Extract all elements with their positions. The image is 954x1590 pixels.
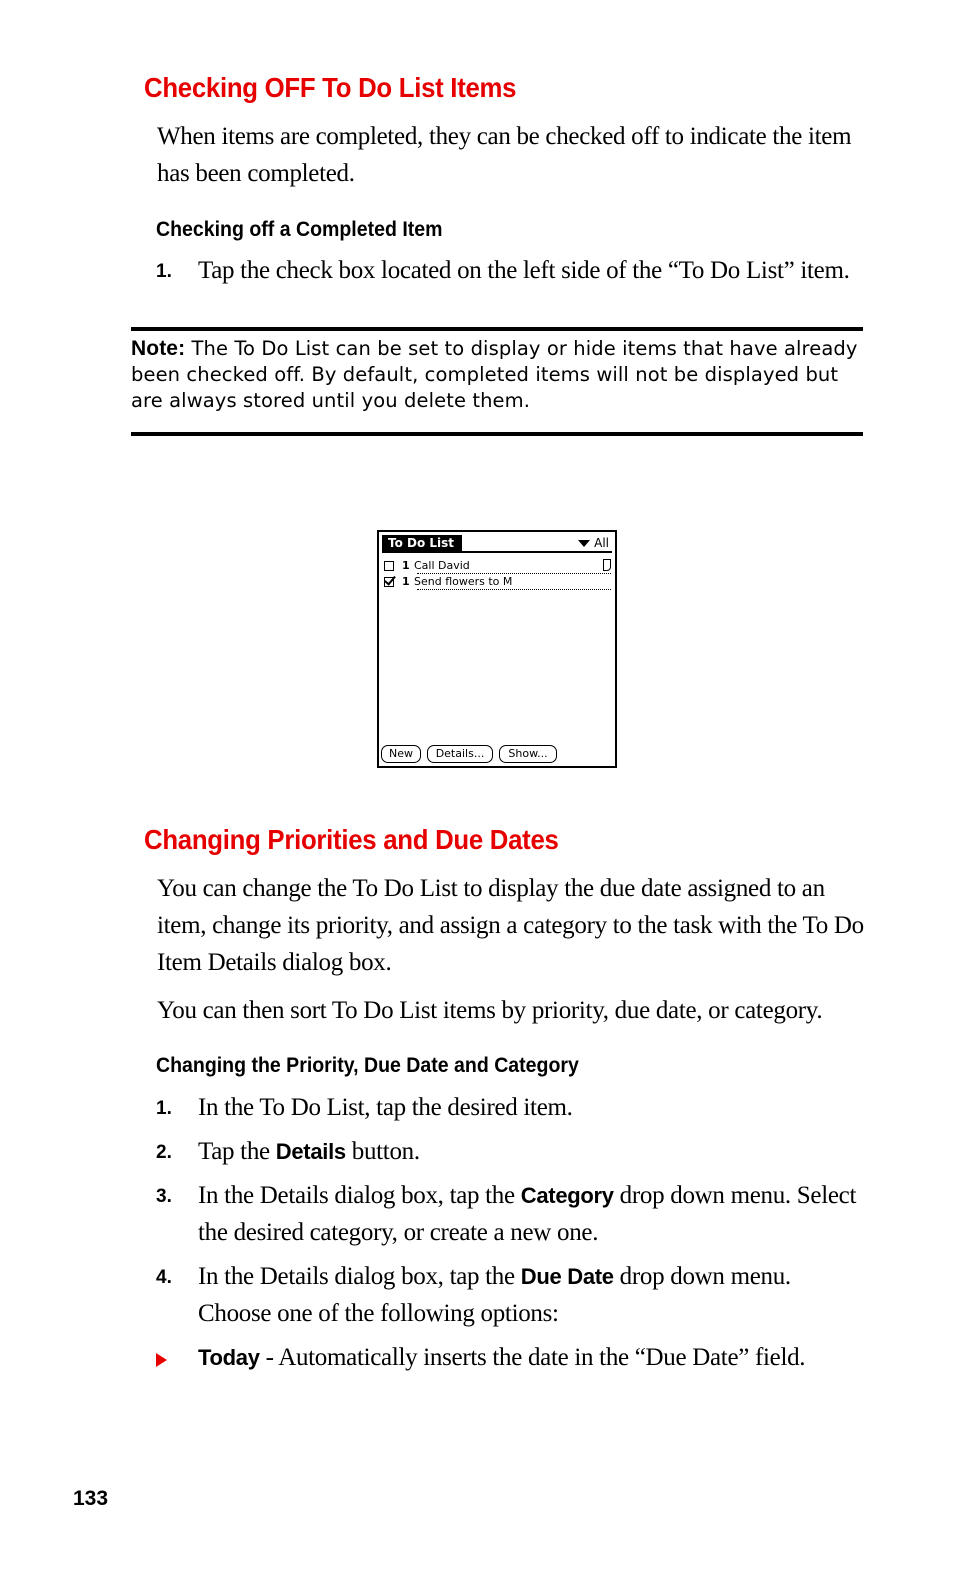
step-text: In the To Do List, tap the desired item. (198, 1094, 573, 1121)
bullet-item-today (198, 1339, 805, 1376)
step-text-part: In the Details dialog box, tap the (198, 1182, 521, 1209)
section2-paragraph (157, 870, 897, 981)
step-text-part: drop down menu. Select (613, 1182, 857, 1209)
step-line: Choose one of the following options: (198, 1300, 559, 1327)
note-bottom-rule (131, 432, 863, 436)
step-number: 2. (156, 1142, 172, 1163)
section2-sort-paragraph: You can then sort To Do List items by priority, due date, or category. (157, 997, 823, 1024)
step-number: 3. (156, 1186, 172, 1207)
palm-todo-item[interactable] (384, 558, 612, 574)
dropdown-triangle-icon (578, 540, 590, 547)
due-date-keyword: Due Date (520, 1264, 614, 1289)
note-label: Note: (131, 337, 186, 360)
palm-item-description: Call David (414, 559, 470, 572)
step-text (198, 1258, 791, 1332)
intro-line: has been completed. (157, 160, 355, 187)
step-number: 1. (156, 1098, 172, 1119)
palm-title-bar (382, 551, 612, 553)
note-box (131, 336, 871, 414)
note-top-rule (131, 327, 863, 331)
palm-show-button[interactable]: Show... (499, 745, 557, 763)
step-text-part: button. (345, 1138, 420, 1165)
step-line (198, 1258, 791, 1295)
note-icon[interactable] (603, 559, 611, 571)
palm-category-picker[interactable] (578, 535, 609, 551)
checkbox-icon[interactable] (384, 561, 394, 571)
paragraph-line: Item Details dialog box. (157, 949, 392, 976)
category-keyword: Category (520, 1183, 614, 1208)
today-keyword: Today (198, 1345, 260, 1370)
note-line: been checked off. By default, completed items will not be displayed but (131, 363, 839, 386)
section-heading-checking-off: Checking OFF To Do List Items (144, 72, 517, 103)
palm-item-priority: 1 (402, 575, 410, 588)
step-line (198, 1177, 856, 1214)
step-text (198, 1133, 420, 1170)
palm-new-button[interactable]: New (381, 745, 421, 763)
palm-item-description: Send flowers to M (414, 575, 513, 588)
section1-intro (157, 118, 877, 192)
step-number: 1. (156, 261, 172, 282)
palm-details-button[interactable]: Details... (427, 745, 493, 763)
palm-title: To Do List (382, 535, 462, 552)
palm-category-label: All (594, 536, 609, 550)
bullet-text: - Automatically inserts the date in the “Due Date” field. (259, 1344, 806, 1371)
dotted-separator (417, 589, 611, 590)
subheading-changing-priority: Changing the Priority, Due Date and Category (156, 1054, 579, 1077)
step-line: the desired category, or create a new one. (198, 1219, 599, 1246)
palm-item-priority: 1 (402, 559, 410, 572)
palm-todo-item[interactable] (384, 574, 612, 590)
details-keyword: Details (275, 1139, 346, 1164)
paragraph-line: item, change its priority, and assign a category to the task with the To Do (157, 912, 864, 939)
step-text-part: Tap the (198, 1138, 276, 1165)
page-number: 133 (73, 1487, 109, 1510)
step-text (198, 1177, 856, 1251)
step-text-part: In the Details dialog box, tap the (198, 1263, 521, 1290)
intro-line: When items are completed, they can be checked off to indicate the item (157, 123, 852, 150)
step-text: Tap the check box located on the left side of the “To Do List” item. (198, 257, 850, 284)
step-number: 4. (156, 1267, 172, 1288)
section-heading-changing-priorities: Changing Priorities and Due Dates (144, 824, 559, 855)
checked-checkbox-icon[interactable] (384, 577, 394, 587)
palm-todo-screenshot (377, 530, 617, 768)
note-text: The To Do List can be set to display or hide items that have already (191, 337, 858, 360)
subheading-checking-off: Checking off a Completed Item (156, 218, 443, 241)
note-line: are always stored until you delete them. (131, 389, 531, 412)
step-text-part: drop down menu. (613, 1263, 791, 1290)
note-line (131, 336, 871, 362)
paragraph-line: You can change the To Do List to display the due date assigned to an (157, 875, 825, 902)
bullet-arrow-icon (156, 1353, 167, 1367)
